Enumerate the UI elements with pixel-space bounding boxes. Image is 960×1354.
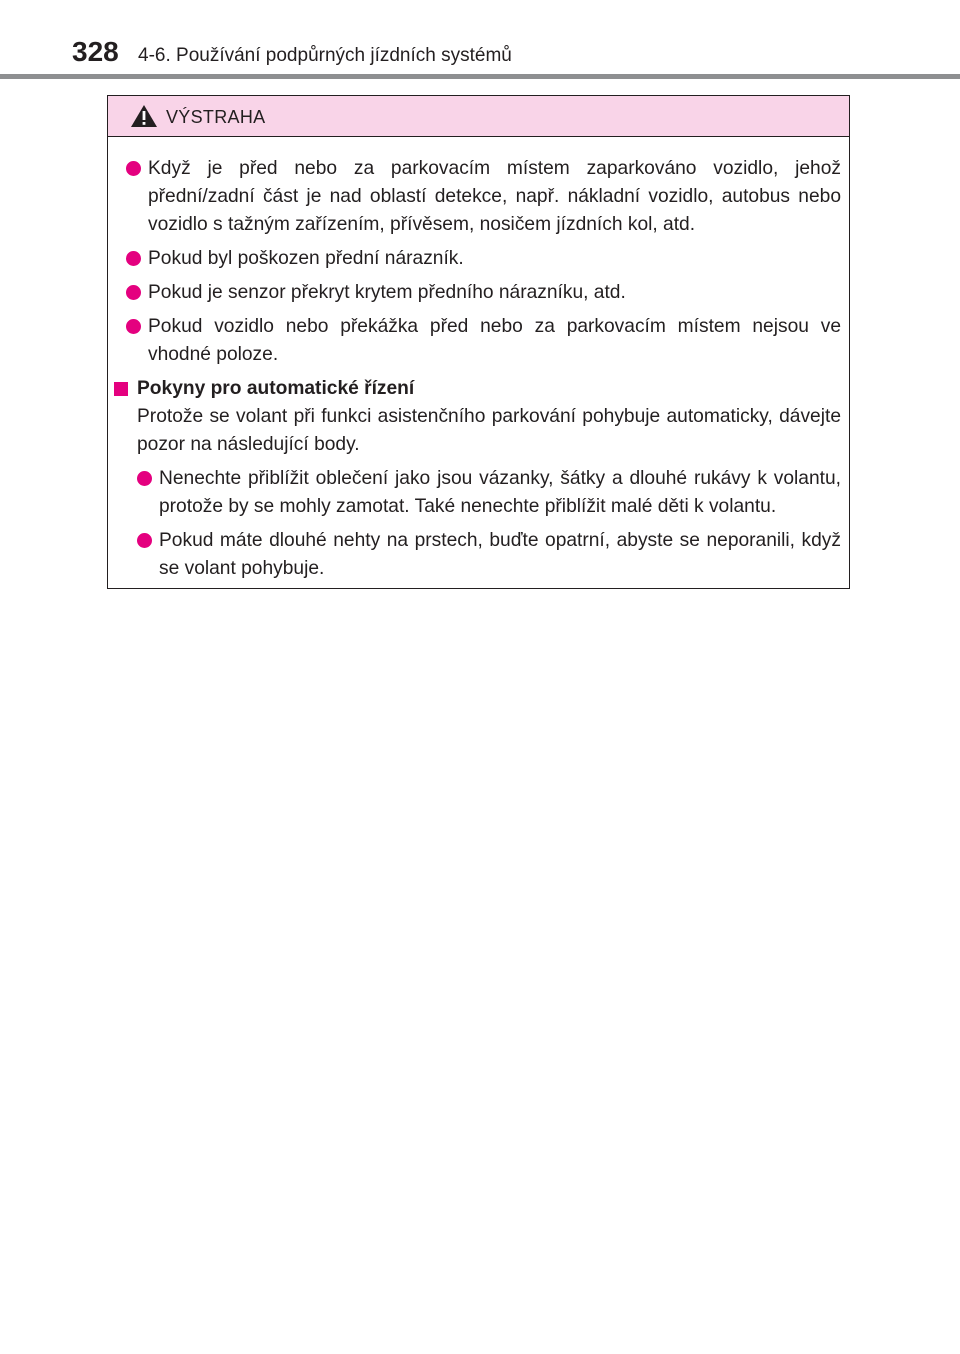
- header-divider: [0, 74, 960, 79]
- square-bullet-icon: [114, 382, 128, 396]
- list-item: [126, 155, 841, 239]
- bullet-icon: [137, 471, 152, 486]
- warning-box: [107, 95, 850, 589]
- page-number: 328: [72, 36, 119, 67]
- list-item-text: Pokud byl poškozen přední nárazník.: [148, 248, 464, 269]
- list-item: [126, 313, 841, 369]
- bullet-icon: [126, 285, 141, 300]
- warning-triangle-icon: [130, 104, 158, 128]
- subsection-heading: [126, 375, 841, 403]
- list-item: [137, 465, 841, 521]
- warning-header: [108, 96, 849, 137]
- list-item: [126, 245, 841, 273]
- list-item-text: Když je před nebo za parkovacím místem zaparkováno vozidlo, jehož přední/zadní část je nad oblastí detekce, např. nákladní vozidlo, autobus nebo vozidlo s tažným zařízením, přívěsem, nosičem jízdních kol, atd.: [148, 158, 841, 235]
- list-item-text: Nenechte přiblížit oblečení jako jsou vázanky, šátky a dlouhé rukávy k volantu, protože by se mohly zamotat. Také nenechte přiblížit malé děti k volantu.: [159, 468, 841, 517]
- warning-title: VÝSTRAHA: [166, 107, 266, 127]
- bullet-icon: [126, 319, 141, 334]
- bullet-icon: [126, 161, 141, 176]
- subsection-list: [126, 465, 841, 583]
- warning-body: [108, 137, 849, 583]
- list-item: [126, 279, 841, 307]
- list-item-text: Pokud máte dlouhé nehty na prstech, buďte opatrní, abyste se neporanili, když se volant pohybuje.: [159, 530, 841, 579]
- list-item: [137, 527, 841, 583]
- section-title: 4-6. Používání podpůrných jízdních systémů: [138, 45, 512, 66]
- bullet-icon: [137, 533, 152, 548]
- bullet-icon: [126, 251, 141, 266]
- list-item-text: Pokud je senzor překryt krytem předního nárazníku, atd.: [148, 282, 626, 303]
- page-header: [0, 0, 960, 80]
- subsection-heading-text: Pokyny pro automatické řízení: [137, 378, 415, 399]
- list-item-text: Pokud vozidlo nebo překážka před nebo za parkovacím místem nejsou ve vhodné poloze.: [148, 316, 841, 365]
- subsection-intro: Protože se volant při funkci asistenčního parkování pohybuje automaticky, dávejte pozor na následující body.: [137, 406, 841, 455]
